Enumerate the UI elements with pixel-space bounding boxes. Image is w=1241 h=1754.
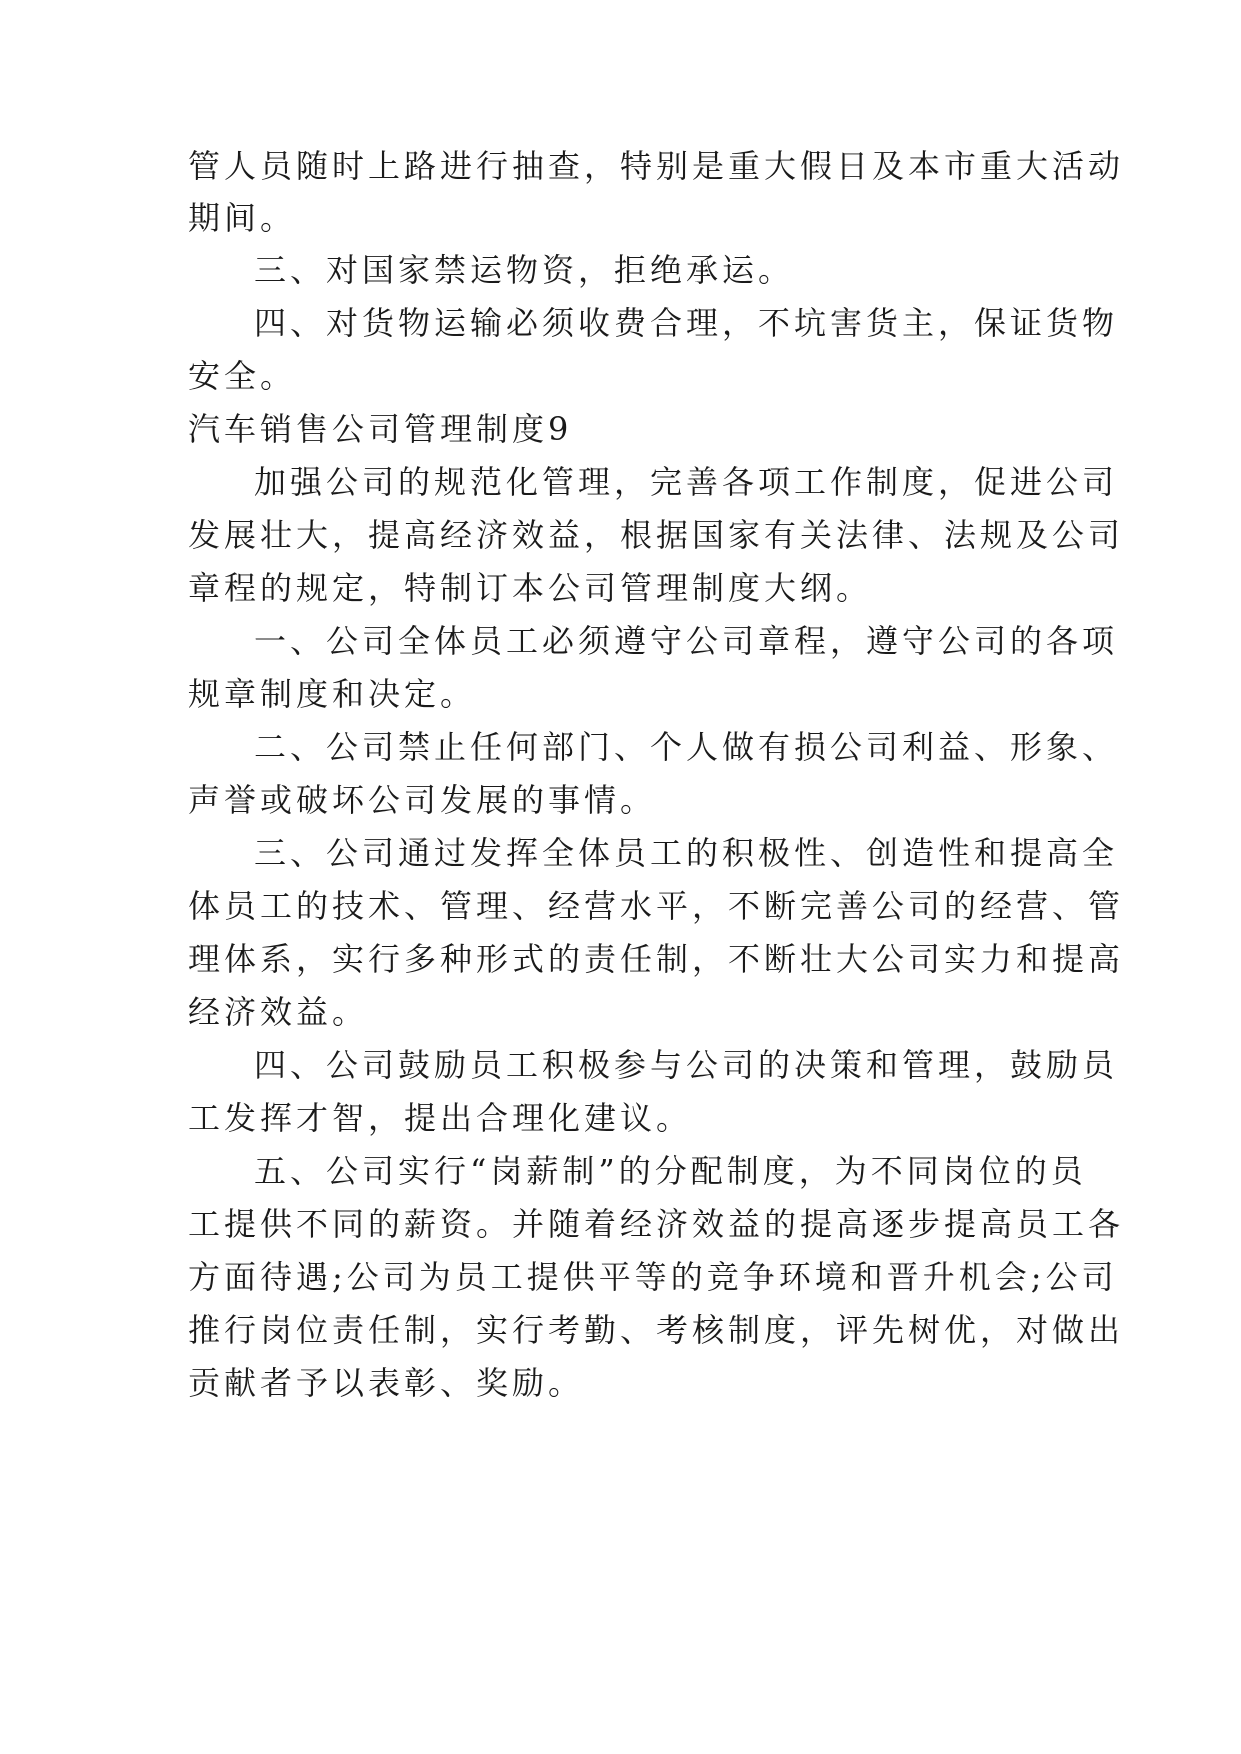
body-line: 声誉或破坏公司发展的事情。 xyxy=(188,781,657,819)
body-line: 期间。 xyxy=(188,199,297,237)
body-line: 一、公司全体员工必须遵守公司章程，遵守公司的各项 xyxy=(254,622,1119,660)
body-line: 三、对国家禁运物资，拒绝承运。 xyxy=(254,251,795,289)
body-line: 理体系，实行多种形式的责任制，不断壮大公司实力和提高 xyxy=(188,940,1125,978)
body-line: 三、公司通过发挥全体员工的积极性、创造性和提高全 xyxy=(254,834,1119,872)
body-line: 方面待遇;公司为员工提供平等的竞争环境和晋升机会;公司 xyxy=(188,1258,1118,1296)
body-line: 四、公司鼓励员工积极参与公司的决策和管理，鼓励员 xyxy=(254,1046,1119,1084)
body-line: 工提供不同的薪资。并随着经济效益的提高逐步提高员工各 xyxy=(188,1205,1125,1243)
body-line: 发展壮大，提高经济效益，根据国家有关法律、法规及公司 xyxy=(188,516,1125,554)
body-line: 管人员随时上路进行抽查，特别是重大假日及本市重大活动 xyxy=(188,147,1125,185)
body-line: 体员工的技术、管理、经营水平，不断完善公司的经营、管 xyxy=(188,887,1125,925)
body-line: 规章制度和决定。 xyxy=(188,675,477,713)
body-line: 加强公司的规范化管理，完善各项工作制度，促进公司 xyxy=(254,463,1119,501)
body-line: 工发挥才智，提出合理化建议。 xyxy=(188,1099,693,1137)
body-line: 推行岗位责任制，实行考勤、考核制度，评先树优，对做出 xyxy=(188,1311,1125,1349)
body-line: 章程的规定，特制订本公司管理制度大纲。 xyxy=(188,569,873,607)
body-line: 二、公司禁止任何部门、个人做有损公司利益、形象、 xyxy=(254,728,1119,766)
body-line: 五、公司实行“岗薪制”的分配制度，为不同岗位的员 xyxy=(254,1152,1087,1190)
body-line: 四、对货物运输必须收费合理，不坑害货主，保证货物 xyxy=(254,304,1119,342)
body-line: 经济效益。 xyxy=(188,993,369,1031)
body-line: 安全。 xyxy=(188,357,297,395)
body-line: 贡献者予以表彰、奖励。 xyxy=(188,1364,585,1402)
section-heading: 汽车销售公司管理制度9 xyxy=(188,410,573,448)
